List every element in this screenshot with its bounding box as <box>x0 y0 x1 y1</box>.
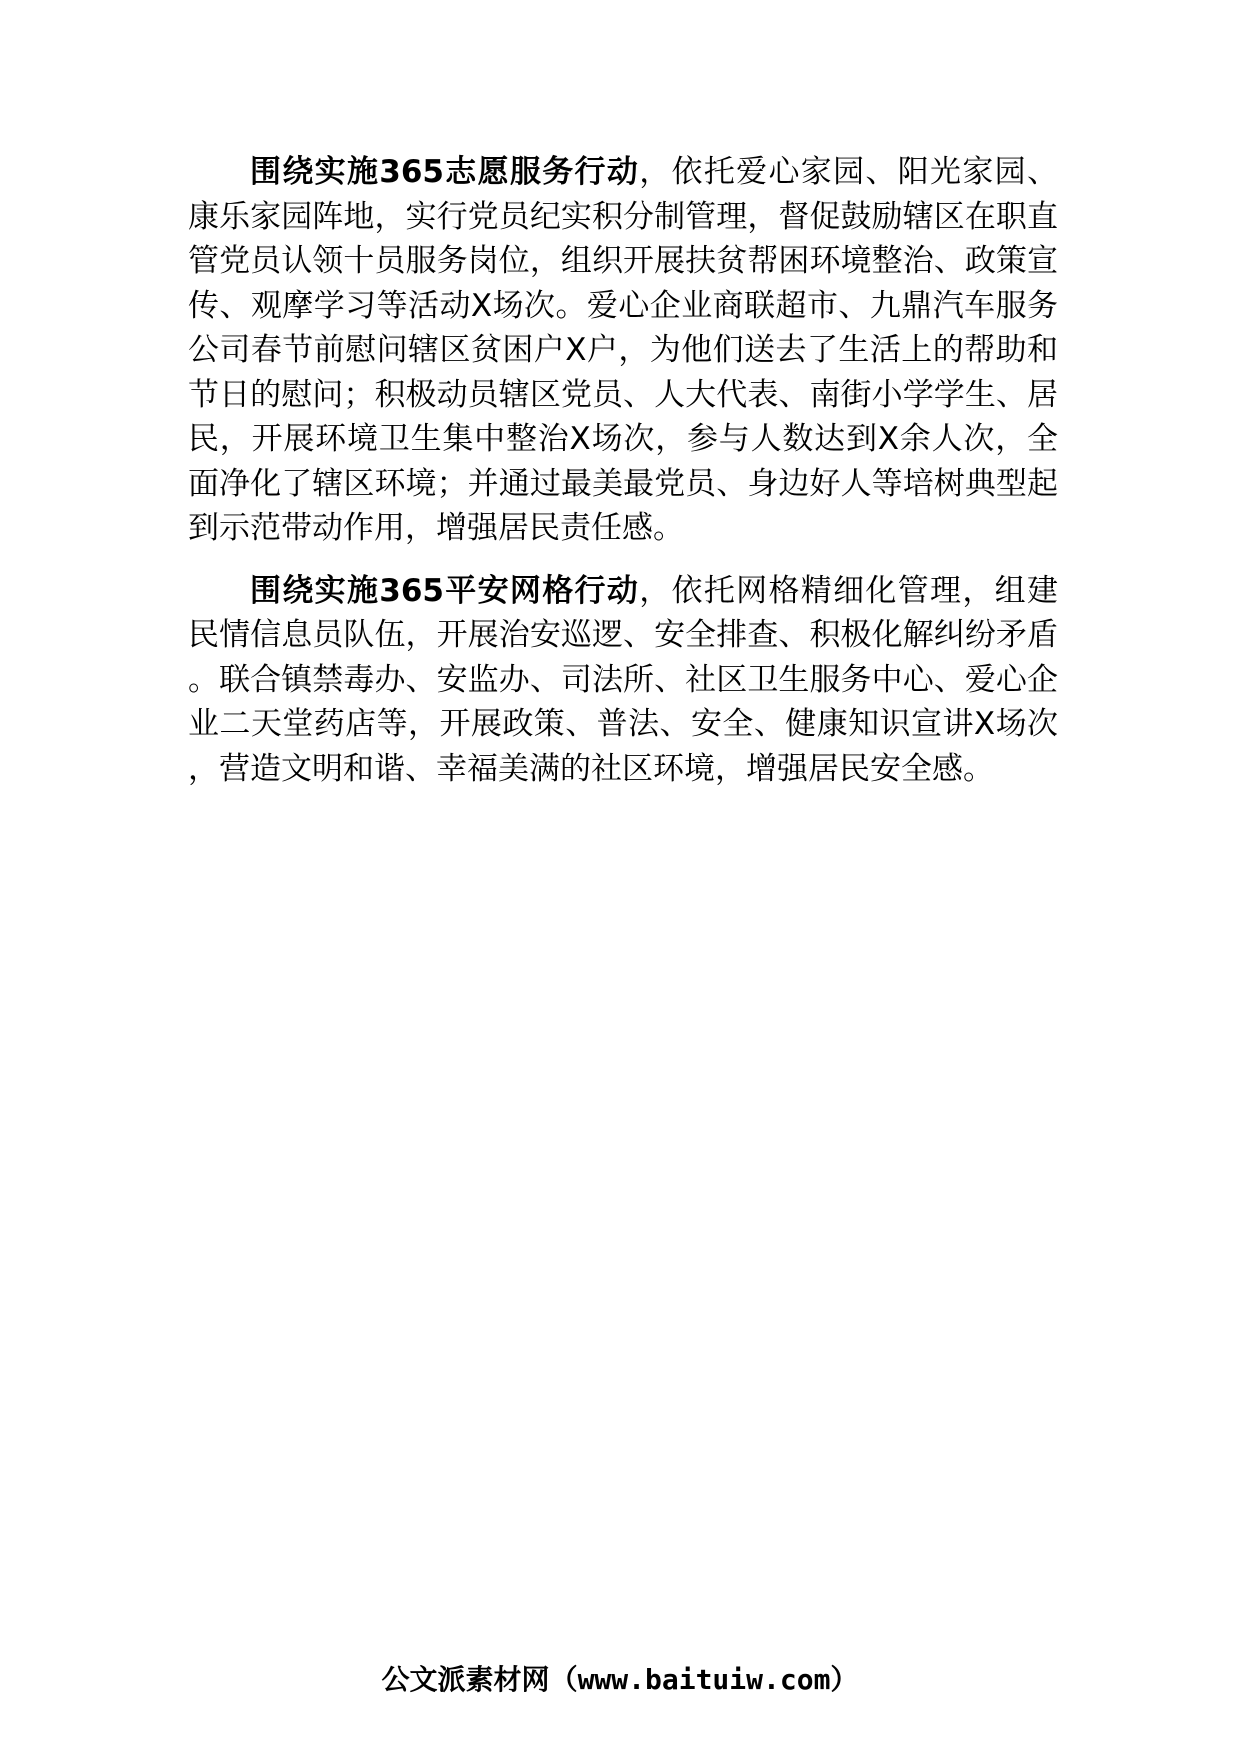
paragraph-volunteer-service <box>188 150 1058 551</box>
paragraph-text: ，依托网格精细化管理，组建民情信息员队伍，开展治安巡逻、安全排查、积极化解纠纷矛盾。联合镇禁毒办、安监办、司法所、社区卫生服务中心、爱心企业二天堂药店等，开展政策、普法、安全、健康知识宣讲X场次，营造文明和谐、幸福美满的社区环境，增强居民安全感。 <box>188 572 1059 787</box>
document-body <box>188 150 1058 809</box>
paragraph-text: ，依托爱心家园、阳光家园、康乐家园阵地，实行党员纪实积分制管理，督促鼓励辖区在职直管党员认领十员服务岗位，组织开展扶贫帮困环境整治、政策宣传、观摩学习等活动X场次。爱心企业商联超市、九鼎汽车服务公司春节前慰问辖区贫困户X户，为他们送去了生活上的帮助和节日的慰问；积极动员辖区党员、人大代表、南街小学学生、居民，开展环境卫生集中整治X场次，参与人数达到X余人次，全面净化了辖区环境；并通过最美最党员、身边好人等培树典型起到示范带动作用，增强居民责任感。 <box>188 154 1059 546</box>
paragraph-safety-grid <box>188 569 1058 792</box>
footer-site-name: 公文派素材网 <box>381 1663 550 1696</box>
paragraph-lead: 围绕实施365平安网格行动 <box>250 572 640 609</box>
paragraph-lead: 围绕实施365志愿服务行动 <box>250 154 640 190</box>
page-footer <box>0 1660 1240 1700</box>
footer-site-url: （www.baituiw.com） <box>549 1663 859 1696</box>
